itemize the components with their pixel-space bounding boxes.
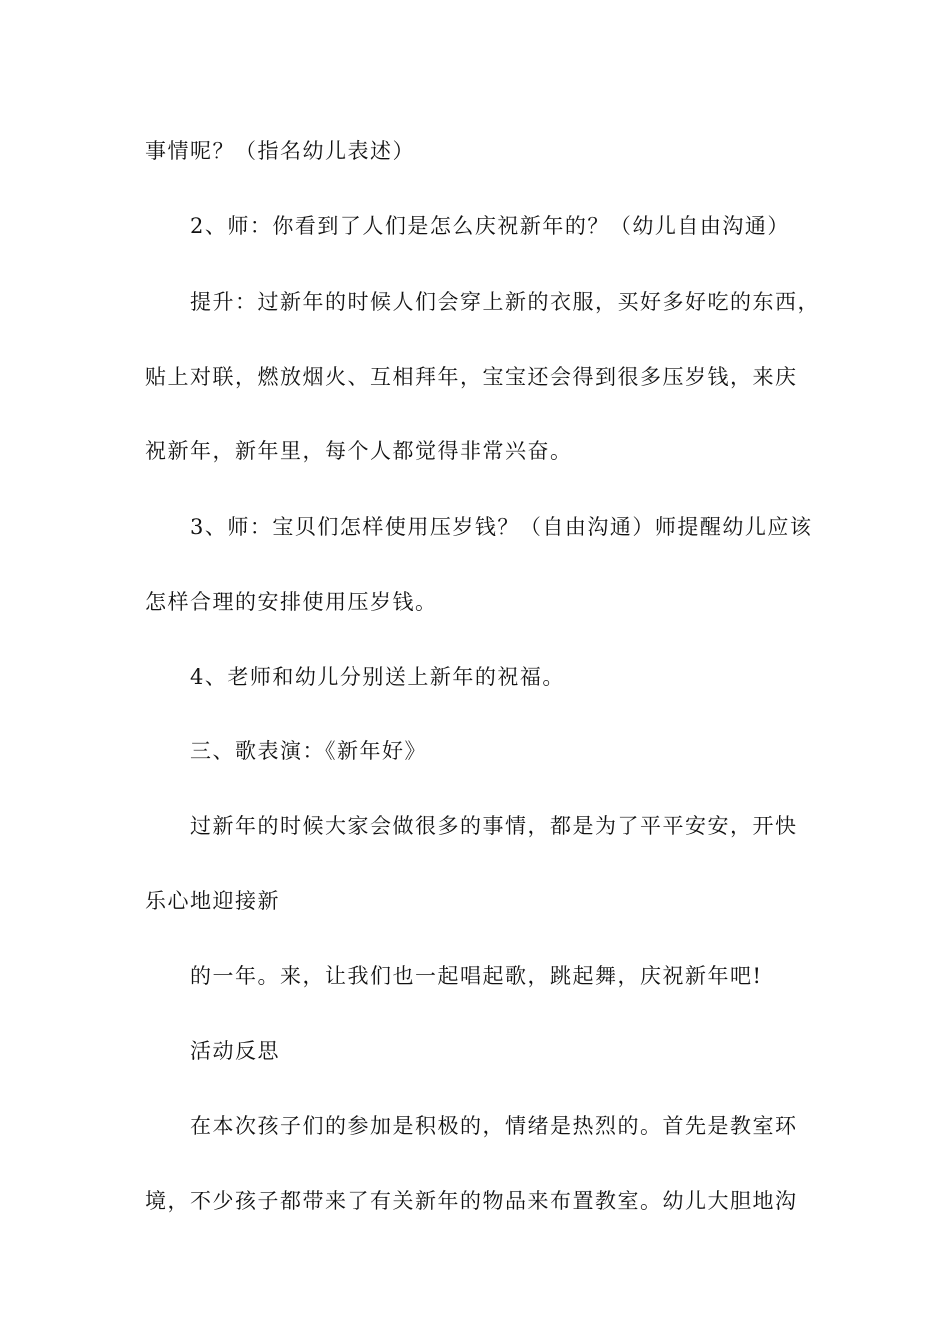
text-line: 过新年的时候大家会做很多的事情，都是为了平平安安，开快 xyxy=(190,814,798,838)
text-line: 的一年。来，让我们也一起唱起歌，跳起舞，庆祝新年吧! xyxy=(190,964,763,988)
text-line: 贴上对联，燃放烟火、互相拜年，宝宝还会得到很多压岁钱，来庆 xyxy=(145,365,798,389)
text-line: 在本次孩子们的参加是积极的，情绪是热烈的。首先是教室环 xyxy=(190,1114,798,1138)
text-line: 事情呢？（指名幼儿表述） xyxy=(145,139,415,163)
text-line: 境，不少孩子都带来了有关新年的物品来布置教室。幼儿大胆地沟 xyxy=(145,1189,798,1213)
text-line: 4、老师和幼儿分别送上新年的祝福。 xyxy=(190,665,565,689)
text-line: 乐心地迎接新 xyxy=(145,889,280,913)
text-line: 祝新年，新年里，每个人都觉得非常兴奋。 xyxy=(145,439,573,463)
text-line: 2、师：你看到了人们是怎么庆祝新年的？（幼儿自由沟通） xyxy=(190,214,790,238)
text-line: 提升：过新年的时候人们会穿上新的衣服，买好多好吃的东西， xyxy=(190,290,820,314)
section-heading: 三、歌表演：《新年好》 xyxy=(190,739,427,763)
text-line: 怎样合理的安排使用压岁钱。 xyxy=(145,590,438,614)
section-heading: 活动反思 xyxy=(190,1039,280,1063)
text-line: 3、师：宝贝们怎样使用压岁钱？（自由沟通）师提醒幼儿应该 xyxy=(190,515,813,539)
